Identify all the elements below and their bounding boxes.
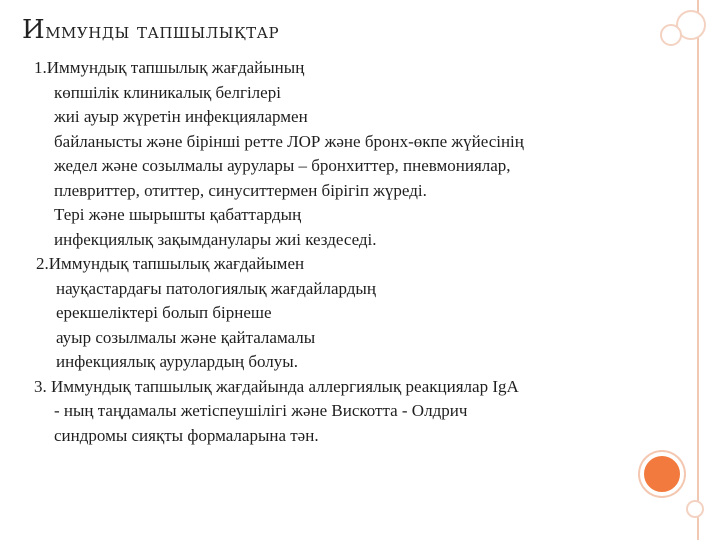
list-item-1	[34, 56, 674, 252]
list-item-3	[34, 375, 674, 449]
list-item-line: - ның таңдамалы жетіспеушілігі және Вискотта - Олдрич	[54, 401, 468, 420]
decorative-circle-accent	[640, 452, 684, 496]
list-item-line: плевриттер, отиттер, синуситтермен бірігіп жүреді.	[54, 180, 427, 200]
list-item-line: байланысты және бірінші ретте ЛОР және бронх-өкпе жүйесінің	[54, 131, 524, 151]
list-item-line: 2.Иммундық тапшылық жағдайымен	[36, 254, 305, 273]
list-item-line: жедел және созылмалы аурулары – бронхиттер, пневмониялар,	[54, 156, 511, 175]
list-item-line: ерекшеліктері болып бірнеше	[56, 303, 272, 322]
decorative-circle-top-small	[660, 24, 682, 46]
list-item-line: ауыр созылмалы және қайталамалы	[56, 327, 316, 347]
list-item-line: инфекциялық аурулардың болуы.	[56, 352, 298, 371]
slide-border-line	[697, 0, 699, 540]
list-item-2	[34, 252, 674, 375]
slide-body	[34, 56, 674, 448]
list-item-line: көпшілік клиникалық белгілері	[54, 82, 281, 102]
decorative-circle-bottom	[686, 500, 704, 518]
list-item-line: науқастардағы патологиялық жағдайлардың	[56, 278, 376, 298]
list-item-line: Тері және шырышты қабаттардың	[54, 205, 302, 224]
slide-title	[22, 15, 642, 45]
title-rest: ммунды тапшылықтар	[45, 19, 280, 43]
list-item-line: 1.Иммундық тапшылық жағдайының	[34, 58, 305, 77]
list-item-line: 3. Иммундық тапшылық жағдайында аллергиялық реакциялар IgA	[34, 376, 519, 396]
list-item-line: жиі ауыр жүретін инфекциялармен	[54, 107, 308, 126]
list-item-line: инфекциялық зақымданулары жиі кездеседі.	[54, 229, 377, 249]
title-first-letter: И	[22, 15, 46, 45]
list-item-line: синдромы сияқты формаларына тән.	[54, 425, 319, 445]
